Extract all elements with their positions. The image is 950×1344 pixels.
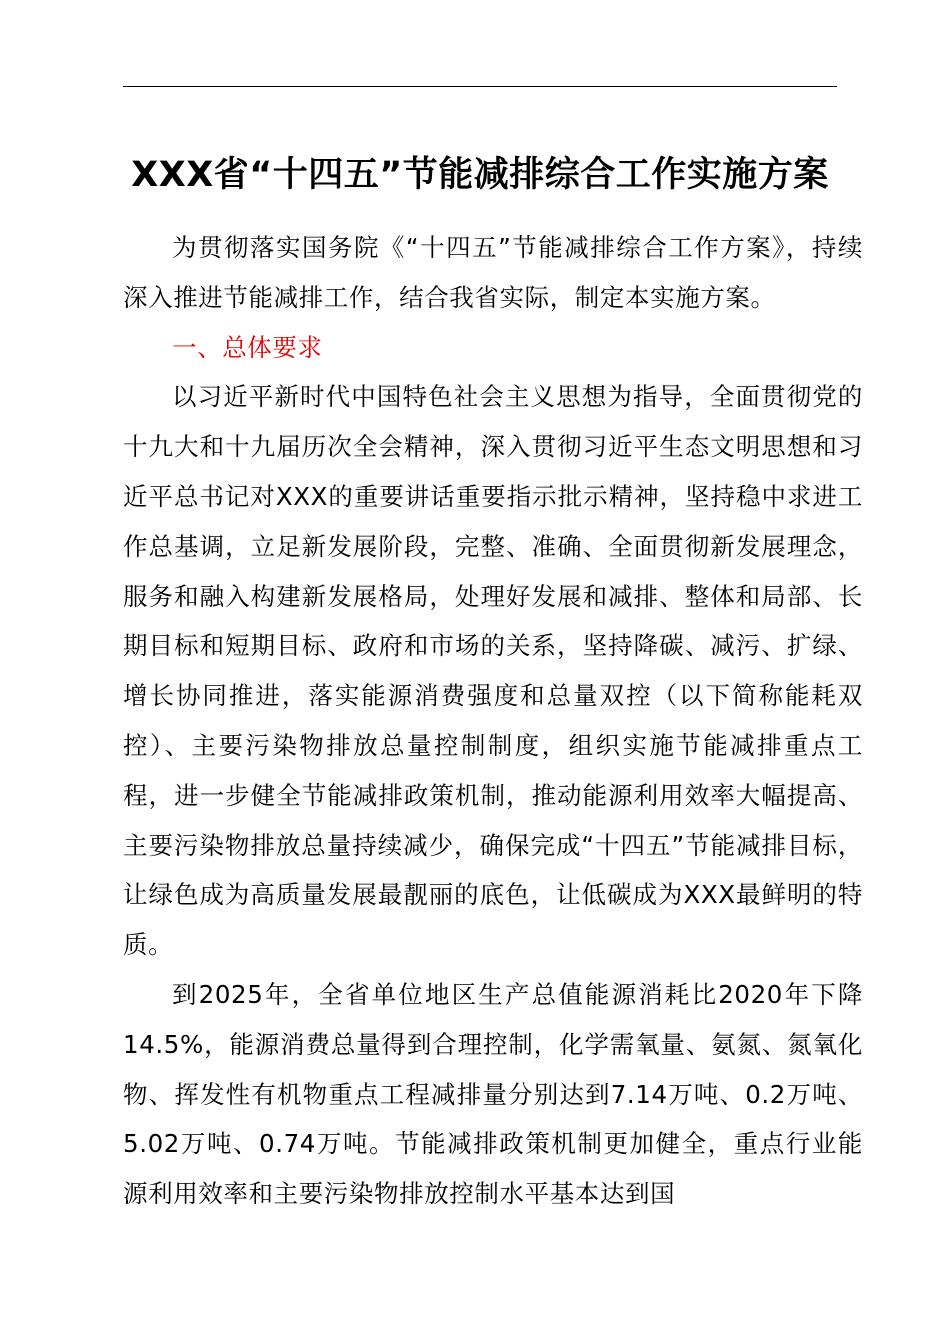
section-heading-overall-requirements: 一、总体要求 [172, 332, 323, 362]
paragraph-guiding-ideology: 以习近平新时代中国特色社会主义思想为指导，全面贯彻党的十九大和十九届历次全会精神，深入贯彻习近平生态文明思想和习近平总书记对XXX的重要讲话重要指示批示精神，坚持稳中求进工作总基调，立足新发展阶段，完整、准确、全面贯彻新发展理念，服务和融入构建新发展格局，处理好发展和减排、整体和局部、长期目标和短期目标、政府和市场的关系，坚持降碳、减污、扩绿、增长协同推进，落实能源消费强度和总量双控（以下简称能耗双控）、主要污染物排放总量控制制度，组织实施节能减排重点工程，进一步健全节能减排政策机制，推动能源利用效率大幅提高、主要污染物排放总量持续减少，确保完成“十四五”节能减排目标，让绿色成为高质量发展最靓丽的底色，让低碳成为XXX最鲜明的特质。 [123, 382, 863, 960]
document-title: XXX省“十四五”节能减排综合工作实施方案 [131, 155, 829, 195]
paragraph-targets-2025: 到2025年，全省单位地区生产总值能源消耗比2020年下降14.5%，能源消费总量得到合理控制，化学需氧量、氨氮、氮氧化物、挥发性有机物重点工程减排量分别达到7.14万吨、0.2万吨、5.02万吨、0.74万吨。节能减排政策机制更加健全，重点行业能源利用效率和主要污染物排放控制水平基本达到国 [123, 979, 863, 1209]
paragraph-intro: 为贯彻落实国务院《“十四五”节能减排综合工作方案》，持续深入推进节能减排工作，结合我省实际，制定本实施方案。 [123, 233, 863, 312]
document-body [123, 223, 863, 1219]
header-rule [123, 86, 837, 87]
